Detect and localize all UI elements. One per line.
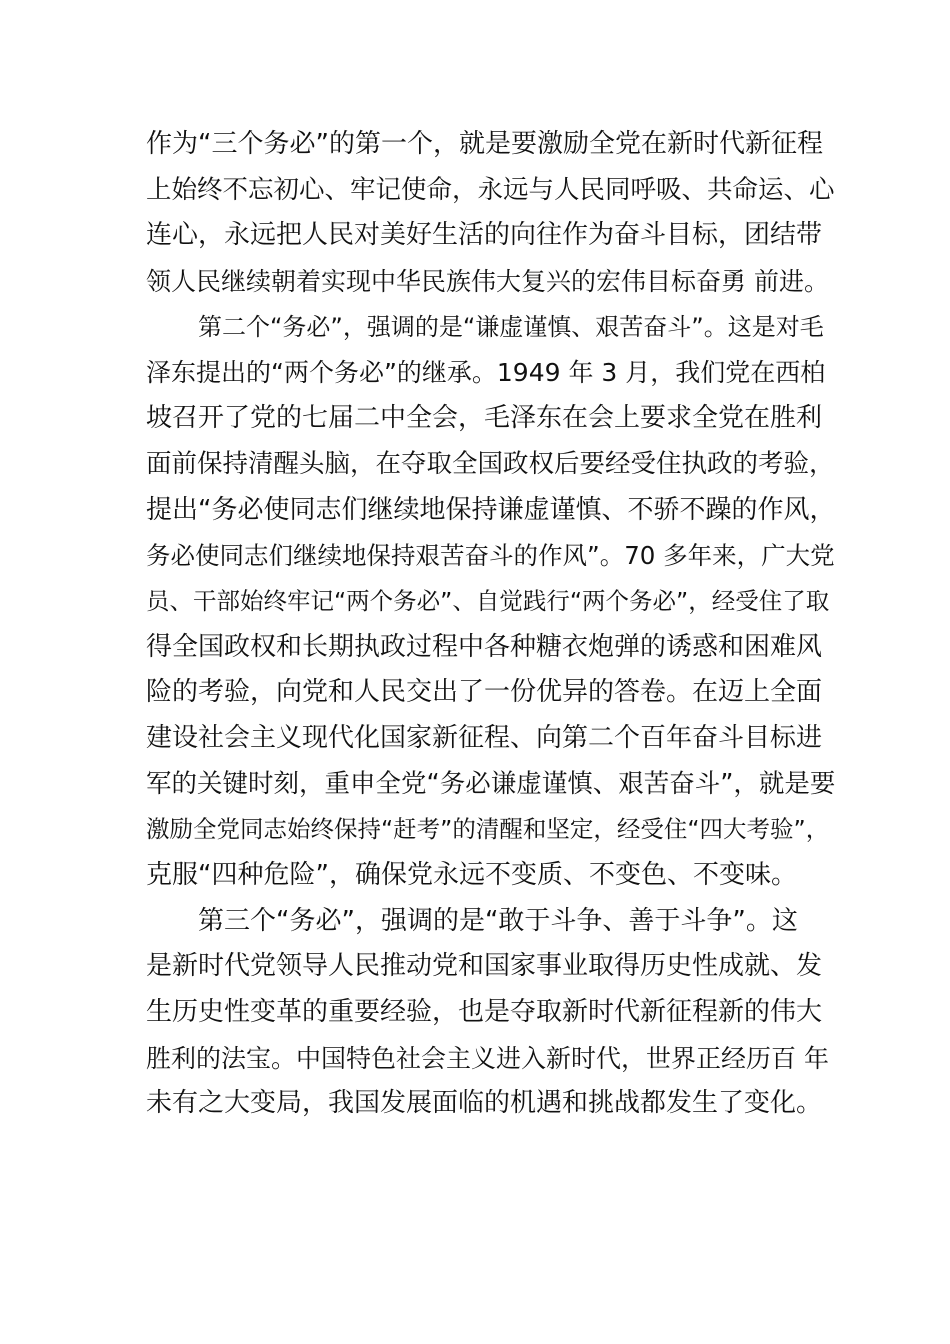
text-line: 生历史性变革的重要经验，也是夺取新时代新征程新的伟大 (146, 997, 823, 1028)
text-line: 领人民继续朝着实现中华民族伟大复兴的宏伟目标奋勇 前进。 (146, 267, 829, 297)
text-line: 作为“三个务必”的第一个，就是要激励全党在新时代新征程 (146, 129, 823, 159)
text-line: 连心，永远把人民对美好生活的向往作为奋斗目标，团结带 (146, 220, 823, 251)
paragraph-start-line: 第三个“务必”，强调的是“敢于斗争、善于斗争”。这 (198, 905, 798, 936)
text-line: 面前保持清醒头脑，在夺取全国政权后要经受住执政的考验， (146, 448, 835, 479)
text-line: 军的关键时刻，重申全党“务必谦虚谨慎、艰苦奋斗”，就是要 (146, 768, 836, 799)
text-line: 是新时代党领导人民推动党和国家事业取得历史性成就、发 (146, 951, 823, 982)
text-line: 上始终不忘初心、牢记使命，永远与人民同呼吸、共命运、心 (146, 174, 835, 205)
body-text (146, 122, 836, 1127)
text-line: 得全国政权和长期执政过程中各种糖衣炮弹的诱惑和困难风 (146, 631, 823, 662)
text-line: 提出“务必使同志们继续地保持谦虚谨慎、不骄不躁的作风， (146, 494, 836, 525)
text-line: 险的考验，向党和人民交出了一份优异的答卷。在迈上全面 (146, 677, 823, 708)
text-line: 胜利的法宝。中国特色社会主义进入新时代，世界正经历百 年 (146, 1043, 829, 1073)
text-line: 未有之大变局，我国发展面临的机遇和挑战都发生了变化。 (146, 1088, 823, 1119)
text-line: 务必使同志们继续地保持艰苦奋斗的作风”。70 多年来，广大党 (146, 541, 835, 571)
text-line: 克服“四种危险”，确保党永远不变质、不变色、不变味。 (146, 860, 797, 890)
text-line: 坡召开了党的七届二中全会，毛泽东在会上要求全党在胜利 (146, 403, 823, 434)
text-line: 泽东提出的“两个务必”的继承。1949 年 3 月，我们党在西柏 (146, 358, 826, 388)
paragraph-start-line: 第二个“务必”，强调的是“谦虚谨慎、艰苦奋斗”。这是对毛 (198, 312, 824, 341)
text-line: 激励全党同志始终保持“赶考”的清醒和坚定，经受住“四大考验”， (146, 815, 830, 844)
text-line: 建设社会主义现代化国家新征程、向第二个百年奋斗目标进 (146, 722, 823, 753)
text-line: 员、干部始终牢记“两个务必”、自觉践行“两个务必”，经受住了取 (146, 586, 830, 615)
